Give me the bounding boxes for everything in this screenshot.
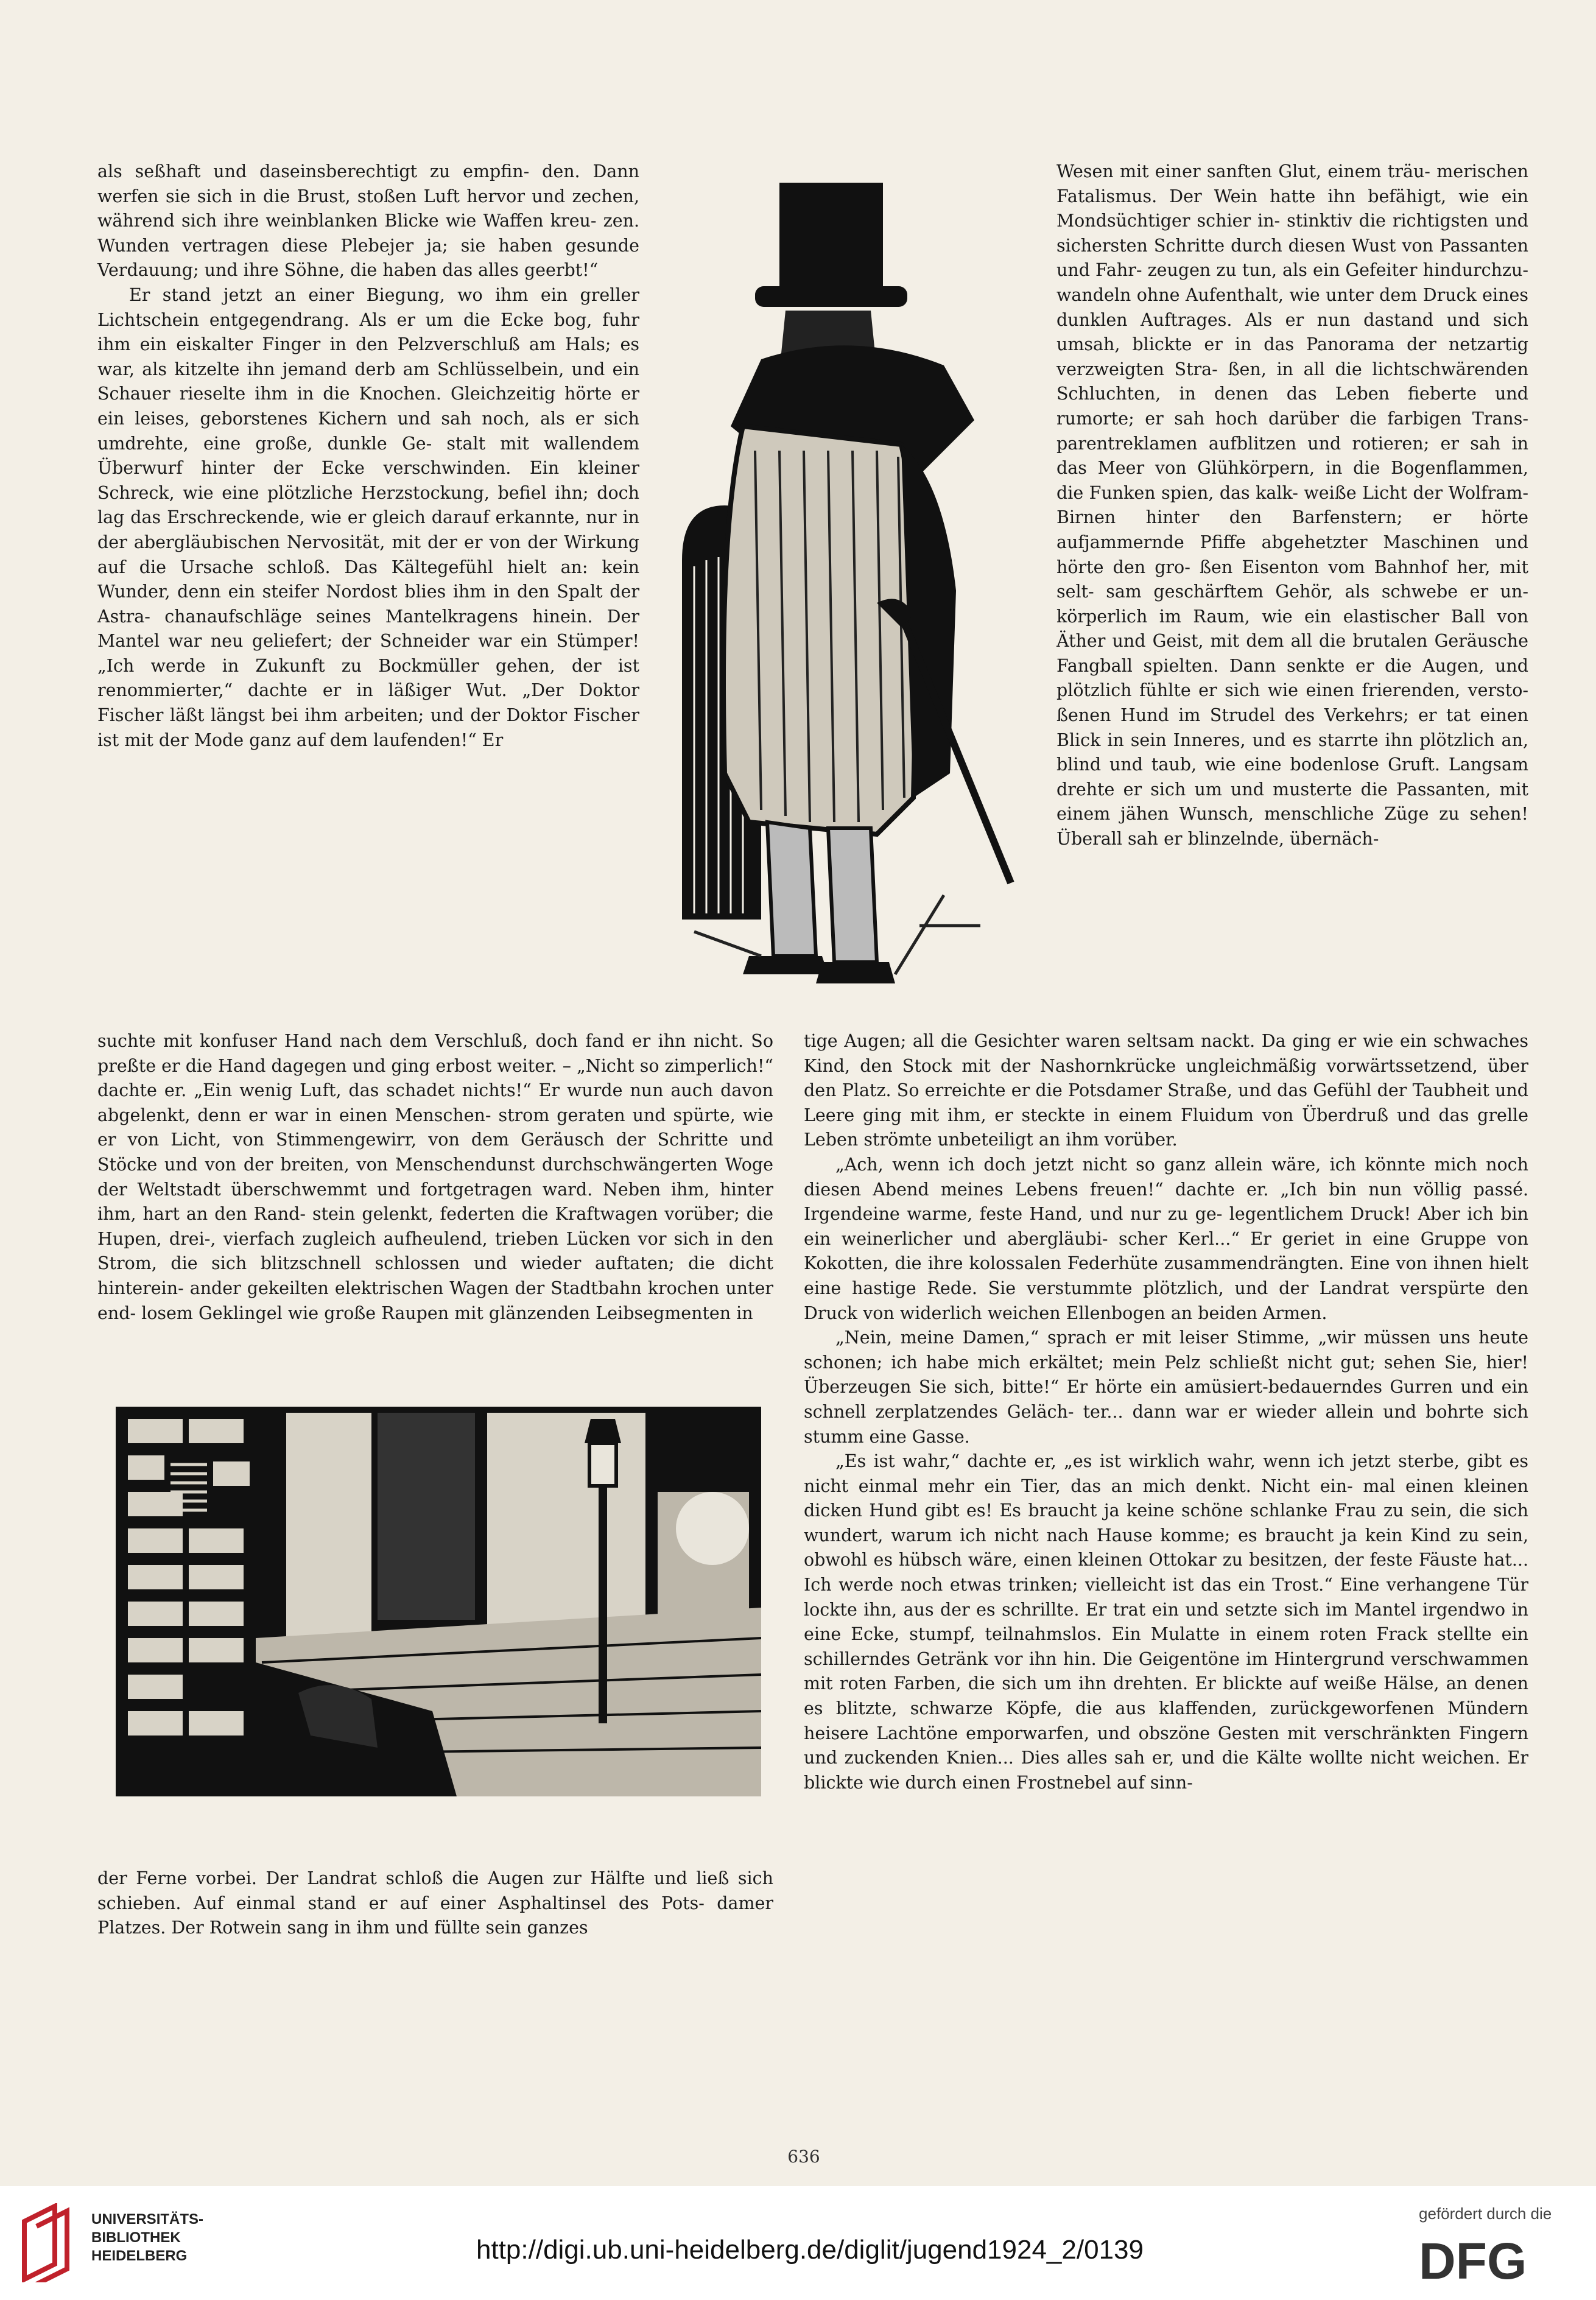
illustration-man-in-coat xyxy=(658,164,1041,1017)
paragraph: Er stand jetzt an einer Biegung, wo ihm ein greller Lichtschein entgegendrang. Als er um die Ecke bog, fuhr ihm ein eiskalter Finger in den Pelzverschluß am Hals; es war, als kitzelte ihn jemand derb am Schlüsselbein, und ein Schauer rieselte ihm in die Knochen. Gleichzeitig hörte er ein leises, geborstenes Kichern und sah noch, als er sich umdrehte, eine große, dunkle Ge- stalt mit wallendem Überwurf hinter der Ecke verschwinden. Ein kleiner Schreck, wie eine plötzliche Herzstockung, befiel ihn; doch lag das Erschreckende, wie er gleich darauf erkannte, nur in der abergläubischen Nervosität, mit der er von der Wirkung auf die Ursache schloß. Das Kältegefühl hielt an: kein Wunder, denn ein steifer Nordost blies ihm in den Spalt der Astra- chanaufschläge seines Mantelkragens hinein. Der Mantel war neu geliefert; der Schneider war ein Stümper! „Ich werde in Zukunft zu Bockmüller gehen, der ist renommierter,“ dachte er in läßiger Wut. „Der Doktor Fischer läßt längst bei ihm arbeiten; und der Doktor Fischer ist mit der Mode ganz auf dem laufenden!“ Er xyxy=(97,284,639,750)
paragraph: „Es ist wahr,“ dachte er, „es ist wirklich wahr, wenn ich jetzt sterbe, gibt es nicht einmal mehr ein Tier, das an mich denkt. Nicht ein- mal einen kleinen dicken Hund gibt es! Es braucht ja keine schöne schlanke Frau zu sein, die sich wundert, warum ich nicht nach Hause komme; es braucht ja kein Kind zu sein, obwohl es hübsch wäre, einen kleinen Ottokar zu besitzen, der feste Fäuste hat... Ich werde noch etwas trinken; vielleicht ist das ein Trost.“ Eine verhangene Tür lockte ihn, aus der es schrillte. Er trat ein und setzte sich im Mantel irgendwo in eine Ecke, stumpf, teilnahmslos. Ein Mulatte in einem roten Frack stellte ein schillerndes Getränk vor ihn hin. Die Geigentöne im Hintergrund verschwammen mit roten Farben, die sich um ihn drehten. Er blickte auf weiße Hälse, an denen es blitzte, schwarze Köpfe, die aus klaffenden, zurückgeworfenen Mündern heisere Lachtöne emporwarfen, und obszöne Gesten mit verschränkten Fingern und zuckenden Knien... Dies alles sah er, und die Kälte wollte nicht weichen. Er blickte wie durch einen Frostnebel auf sinn- xyxy=(804,1451,1528,1793)
text-column-right xyxy=(1056,160,1528,852)
footer-bar xyxy=(0,2186,1596,2300)
paragraph: „Nein, meine Damen,“ sprach er mit leiser Stimme, „wir müssen uns heute schonen; ich habe mich erkältet; mein Pelz schließt nicht gut; sehen Sie, hier! Überzeugen Sie sich, bitte!“ Er hörte ein amüsiert-bedauerndes Gurren und ein schnell zerplatzendes Geläch- ter... dann war er wieder allein und bohrte sich stumm eine Gasse. xyxy=(804,1328,1528,1447)
university-library-logo-icon xyxy=(18,2203,77,2282)
library-name: UNIVERSITÄTS- BIBLIOTHEK HEIDELBERG xyxy=(91,2211,204,2264)
text-column-left xyxy=(97,160,639,753)
funded-by-label: gefördert durch die xyxy=(1419,2204,1552,2223)
text-column-left-lower xyxy=(97,1866,773,1941)
dfg-logo-text: DFG xyxy=(1419,2235,1527,2284)
text-column-right-lower xyxy=(804,1029,1528,1795)
paragraph: suchte mit konfuser Hand nach dem Verschluß, doch fand er ihn nicht. So preßte er die Hand dagegen und ging erbost weiter. – „Nicht so zimperlich!“ dachte er. „Ein wenig Luft, das schadet nichts!“ Er wurde nun auch davon abgelenkt, denn er war in einen Menschen- strom geraten und spürte, wie er von Licht, von Stimmengewirr, von dem Geräusch der Schritte und Stöcke und von der breiten, von Menschendunst durchschwängerten Woge der Weltstadt überschwemmt und fortgetragen ward. Neben ihm, hinter ihm, hart an den Rand- stein gelenkt, federten die Kraftwagen vorüber; die Hupen, drei-, vierfach zugleich aufheulend, trieben Lücken vor sich in den Strom, die sich blitzschnell schlossen und wieder auftaten; die dicht hinterein- ander gekeilten elektrischen Wagen der Stadtbahn krochen unter end- losem Geklingel wie große Raupen mit glänzenden Leibsegmenten in xyxy=(97,1031,773,1323)
paragraph: tige Augen; all die Gesichter waren seltsam nackt. Da ging er wie ein schwaches Kind, den Stock mit der Nashornkrücke ungleichmäßig vorwärtssetzend, über den Platz. So erreichte er die Potsdamer Straße, und das Gefühl der Taubheit und Leere ging mit ihm, er steckte in einem Fluidum von Überdruß und das grelle Leben strömte unbeteiligt an ihm vorüber. xyxy=(804,1031,1528,1150)
paragraph: Wesen mit einer sanften Glut, einem träu- merischen Fatalismus. Der Wein hatte ihn befähigt, wie ein Mondsüchtiger schier in- stinktiv die richtigsten und sichersten Schritte durch diesen Wust von Passanten und Fahr- zeugen zu tun, als ein Gefeiter hindurchzu- wandeln ohne Aufenthalt, wie unter dem Druck eines dunklen Auftrages. Als er nun dastand und sich umsah, blickte er in das Panorama der netzartig verzweigten Stra- ßen, in all die lichtschwärenden Schluchten, in denen das Leben fieberte und rumorte; er sah hoch darüber die farbigen Trans- parentreklamen aufblitzen und rotieren; er sah in das Meer von Glühkörpern, in die Bogenflammen, die Funken spien, das kalk- weiße Licht der Wolfram-Birnen hinter den Barfenstern; er hörte aufjammernde Pfiffe abgehetzter Maschinen und hörte den gro- ßen Eisenton vom Bahnhof her, mit selt- sam geschärftem Gehör, als schwebe er un- körperlich im Raum, wie ein elastischer Ball von Äther und Geist, mit dem all die brutalen Geräusche Fangball spielten. Dann senkte er die Augen, und plötzlich fühlte er sich wie einen frierenden, versto- ßenen Hund im Strudel des Verkehrs; er tat einen Blick in sein Inneres, und es starrte ihn plötzlich an, blind und taub, wie eine bodenlose Gruft. Langsam drehte er sich um und musterte die Passanten, mit einem jähen Wunsch, menschliche Züge zu sehen! Überall sah er blinzelnde, übernäch- xyxy=(1056,161,1528,849)
paragraph: der Ferne vorbei. Der Landrat schloß die Augen zur Hälfte und ließ sich schieben. Auf einmal stand er auf einer Asphaltinsel des Pots- damer Platzes. Der Rotwein sang in ihm und füllte sein ganzes xyxy=(97,1868,773,1938)
dfg-logo-icon xyxy=(1419,2235,1577,2284)
page-number: 636 xyxy=(787,2147,820,2167)
illustration-street-lamp xyxy=(116,1407,761,1796)
paragraph: als seßhaft und daseinsberechtigt zu empfin- den. Dann werfen sie sich in die Brust, stoßen Luft hervor und zechen, während sich ihre weinblanken Blicke wie Waffen kreu- zen. Wunden vertragen diese Plebejer ja; sie haben gesunde Verdauung; und ihre Söhne, die haben das alles geerbt!“ xyxy=(97,161,639,281)
source-url[interactable]: http://digi.ub.uni-heidelberg.de/diglit/jugend1924_2/0139 xyxy=(476,2235,1144,2265)
text-column-left-wide xyxy=(97,1029,773,1326)
paragraph: „Ach, wenn ich doch jetzt nicht so ganz allein wäre, ich könnte mich noch diesen Abend meines Lebens freuen!“ dachte er. „Ich bin nun völlig passé. Irgendeine warme, feste Hand, und nur zu ge- legentlichem Druck! Aber ich bin ein weinerlicher und abergläubi- scher Kerl...“ Er geriet in eine Gruppe von Kokotten, die ihre kolossalen Federhüte zusammendrängten. Eine von ihnen hielt eine hastige Rede. Sie verstummte plötzlich, und der Landrat verspürte den Druck von widerlich weichen Ellenbogen an beiden Armen. xyxy=(804,1154,1528,1323)
